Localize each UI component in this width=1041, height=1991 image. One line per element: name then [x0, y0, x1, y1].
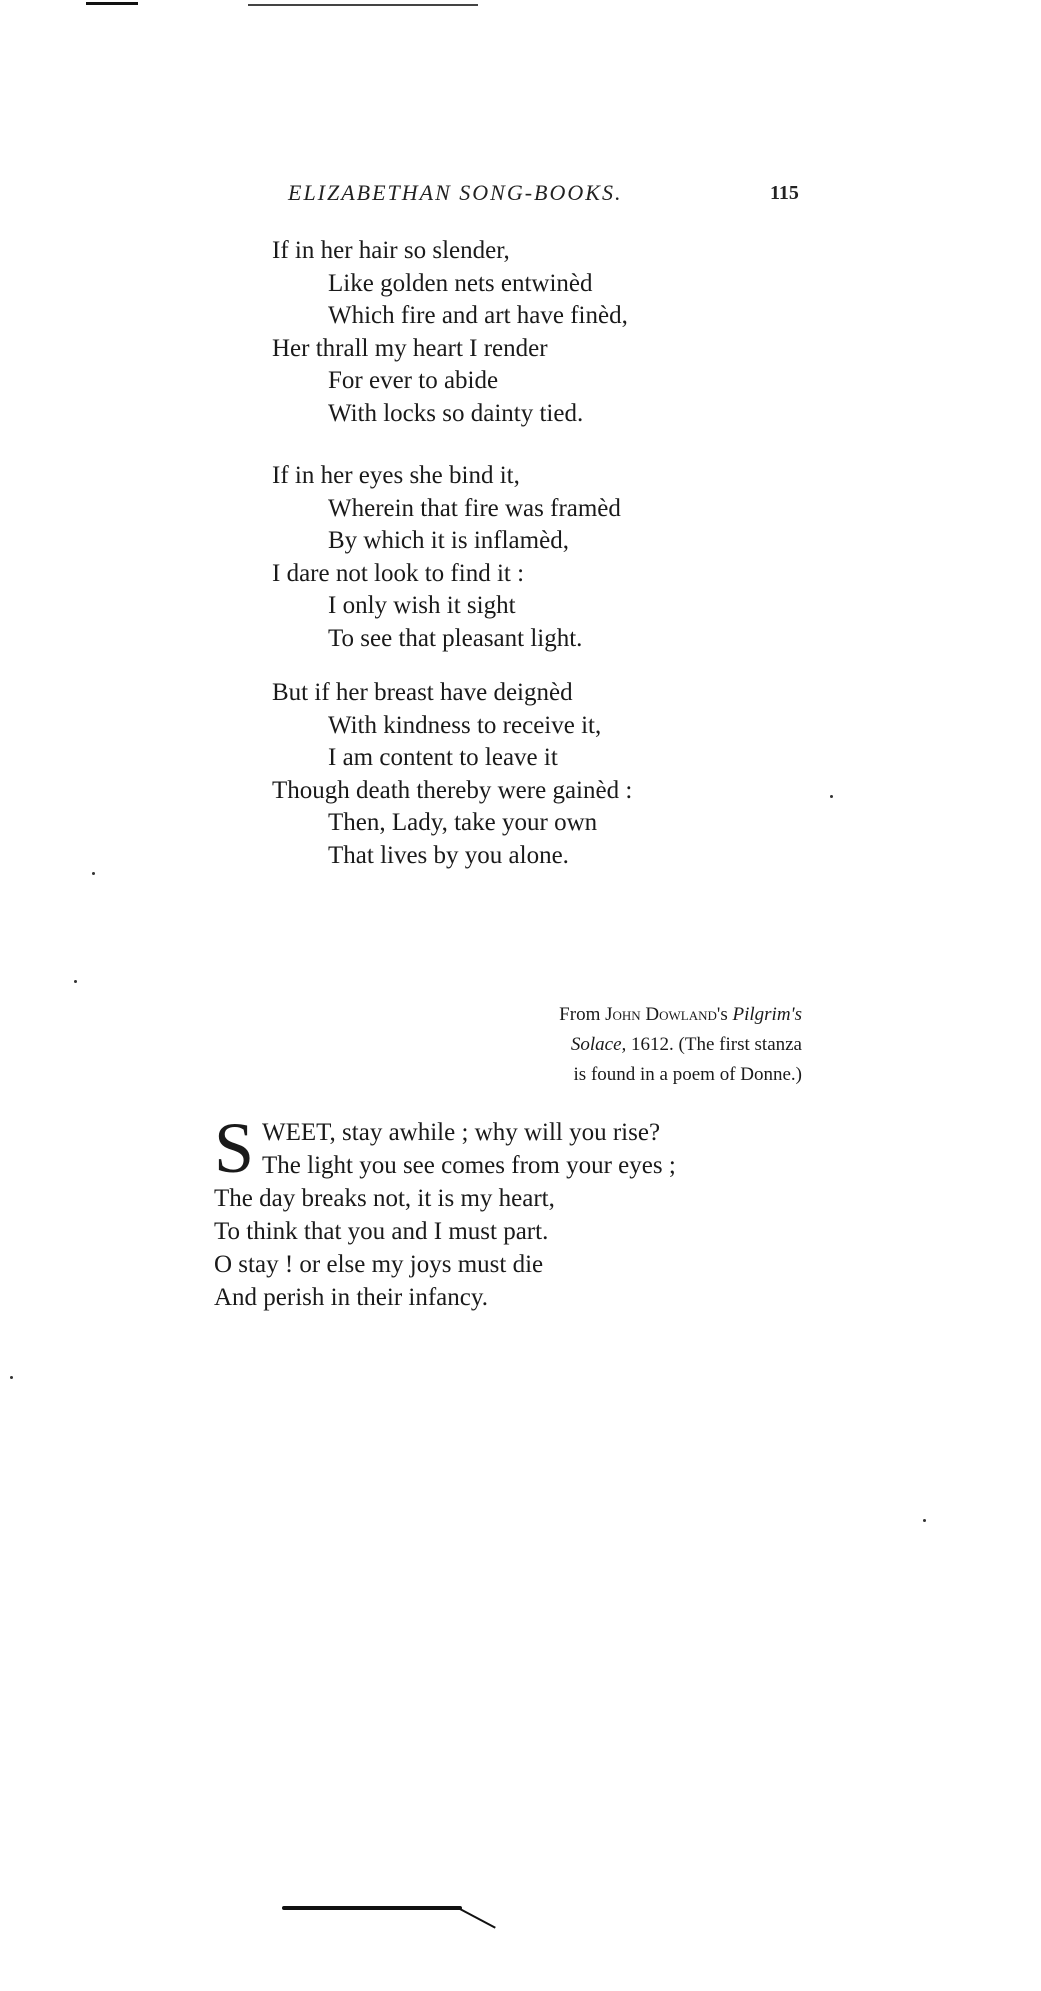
poem-line: For ever to abide	[328, 367, 499, 395]
page-number: 115	[770, 182, 799, 204]
poem-line: To think that you and I must part.	[214, 1218, 549, 1245]
attribution-line	[559, 1060, 802, 1090]
attribution-note-cont: is found in a poem of Donne.)	[573, 1064, 802, 1085]
poem-line: Though death thereby were gainèd :	[272, 776, 633, 804]
speck	[74, 980, 77, 983]
poem-line: Her thrall my heart I render	[272, 334, 548, 362]
speck	[830, 795, 833, 798]
stanza-1	[272, 235, 628, 431]
scan-mark-bottom-tail	[460, 1908, 496, 1929]
poem-line: Like golden nets entwinèd	[328, 269, 593, 297]
poem-line: I only wish it sight	[328, 592, 516, 620]
attribution-line	[559, 1030, 802, 1060]
poem-line: I am content to leave it	[328, 744, 558, 772]
source-attribution	[559, 1000, 802, 1090]
attribution-title: Pilgrim's	[732, 1004, 802, 1025]
stanza-2	[272, 460, 621, 656]
poem-line: With kindness to receive it,	[328, 711, 602, 739]
speck	[10, 1376, 13, 1379]
poem-sweet-stay-awhile	[214, 1108, 676, 1314]
attribution-note: (The first stanza	[678, 1034, 802, 1055]
attribution-year: 1612.	[631, 1034, 674, 1055]
stanza-3	[272, 677, 632, 873]
poem-line: And perish in their infancy.	[214, 1284, 488, 1311]
attribution-from: From	[559, 1004, 601, 1025]
drop-cap-block	[214, 1108, 676, 1188]
speck	[923, 1519, 926, 1522]
attribution-author: John Dowland	[605, 1004, 717, 1025]
poem-line: Wherein that fire was framèd	[328, 494, 621, 522]
poem-line: If in her hair so slender,	[272, 237, 510, 264]
scan-mark-top-left	[86, 2, 138, 5]
poem-line: The light you see comes from your eyes ;	[262, 1152, 676, 1179]
scan-mark-bottom	[282, 1906, 462, 1910]
poem-line: O stay ! or else my joys must die	[214, 1251, 544, 1278]
running-head: ELIZABETHAN SONG-BOOKS.	[288, 180, 623, 205]
poem-line: By which it is inflamèd,	[328, 527, 569, 555]
poem-line: The day breaks not, it is my heart,	[214, 1185, 555, 1212]
attribution-line	[559, 1000, 802, 1030]
poem-line: Which fire and art have finèd,	[328, 302, 628, 330]
attribution-possessive: 's	[716, 1004, 728, 1025]
attribution-title-cont: Solace,	[570, 1034, 627, 1055]
poem-line: That lives by you alone.	[328, 841, 569, 869]
poem-line: But if her breast have deignèd	[272, 679, 573, 706]
poem-line: Then, Lady, take your own	[328, 809, 598, 837]
drop-cap: S	[214, 1108, 255, 1188]
poem-line: If in her eyes she bind it,	[272, 462, 520, 489]
poem-line: I dare not look to find it :	[272, 559, 525, 587]
poem-line: With locks so dainty tied.	[328, 399, 584, 427]
speck	[92, 872, 95, 875]
poem-line: To see that pleasant light.	[328, 624, 583, 652]
scan-mark-top-center	[248, 4, 478, 6]
poem-line: WEET, stay awhile ; why will you rise?	[262, 1119, 661, 1146]
